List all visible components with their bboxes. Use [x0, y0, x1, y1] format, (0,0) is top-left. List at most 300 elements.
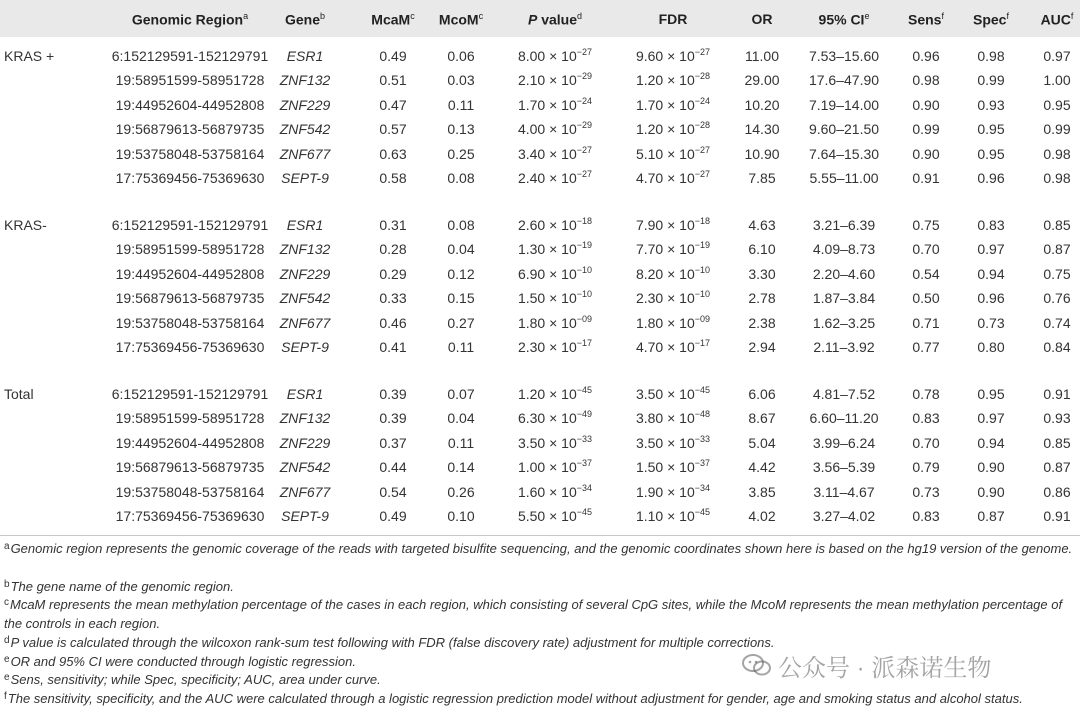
fdr-cell-mantissa: 9.60 — [635, 48, 668, 64]
footnote-text: McaM represents the mean methylation percentage of the cases in each region, which consisting of several CpG sites, while the McoM represents the mean methylation percentage of the controls in each region. — [4, 597, 1063, 631]
or-cell: 2.38 — [748, 315, 776, 331]
mcom-cell: 0.06 — [447, 48, 475, 64]
column-header-footnote-mark: b — [320, 11, 326, 21]
auc-cell: 0.91 — [1043, 386, 1071, 402]
mcom-cell: 0.08 — [447, 217, 475, 233]
p-value-cell-times: × 10 — [549, 315, 577, 331]
ci-cell: 3.11–4.67 — [813, 484, 875, 500]
sens-cell: 0.54 — [912, 266, 940, 282]
p-value-cell — [518, 410, 592, 428]
p-value-cell-exponent: −45 — [576, 385, 593, 395]
gene-cell: ZNF542 — [279, 459, 331, 475]
footnote-text: The gene name of the genomic region. — [10, 579, 234, 594]
column-header-footnote-mark: a — [243, 11, 249, 21]
mcom-cell: 0.13 — [447, 121, 475, 137]
footnote-text: The sensitivity, specificity, and the AUC were calculated through a logistic regression prediction model without adjustment for gender, age and smoking status and alcohol status. — [7, 691, 1023, 706]
mcam-cell: 0.49 — [379, 508, 407, 524]
genomic-region-cell: 19:44952604-44952808 — [115, 97, 265, 113]
mcam-cell: 0.28 — [379, 241, 407, 257]
ci-cell: 17.6–47.90 — [808, 72, 880, 88]
ci-cell: 9.60–21.50 — [808, 121, 880, 137]
ci-cell: 4.81–7.52 — [812, 386, 876, 402]
p-value-cell-exponent: −49 — [576, 409, 593, 419]
spec-cell: 0.94 — [977, 266, 1005, 282]
column-header — [908, 11, 944, 28]
fdr-cell-times: × 10 — [667, 484, 695, 500]
gene-cell: ZNF229 — [279, 435, 331, 451]
genomic-region-cell: 19:53758048-53758164 — [115, 484, 265, 500]
footnote — [4, 596, 1076, 632]
fdr-cell-exponent: −28 — [694, 71, 711, 81]
fdr-cell — [636, 290, 710, 308]
or-cell: 4.63 — [748, 217, 776, 233]
footnote-mark: e — [4, 654, 10, 665]
fdr-cell-times: × 10 — [667, 48, 695, 64]
or-cell: 2.78 — [748, 290, 776, 306]
column-header — [819, 11, 870, 28]
auc-cell: 0.93 — [1043, 410, 1071, 426]
spec-cell: 0.95 — [977, 386, 1005, 402]
genomic-region-cell: 19:58951599-58951728 — [115, 241, 265, 257]
gene-cell: ESR1 — [286, 48, 324, 64]
auc-cell: 0.97 — [1043, 48, 1071, 64]
column-header — [973, 11, 1009, 28]
sens-cell: 0.78 — [912, 386, 940, 402]
ci-cell: 3.21–6.39 — [812, 217, 876, 233]
sens-cell: 0.98 — [912, 72, 940, 88]
sens-cell: 0.90 — [912, 146, 940, 162]
ci-cell: 6.60–11.20 — [809, 410, 879, 426]
auc-cell: 0.75 — [1043, 266, 1071, 282]
mcom-cell: 0.14 — [447, 459, 475, 475]
auc-cell: 0.98 — [1043, 146, 1071, 162]
genomic-region-cell: 17:75369456-75369630 — [115, 508, 265, 524]
fdr-cell — [636, 386, 710, 404]
spec-cell: 0.97 — [977, 241, 1005, 257]
fdr-cell-times: × 10 — [667, 97, 695, 113]
column-header — [285, 11, 325, 28]
p-value-cell-times: × 10 — [549, 459, 577, 475]
p-value-cell-times: × 10 — [549, 170, 577, 186]
ci-cell: 5.55–11.00 — [809, 170, 879, 186]
fdr-cell-mantissa: 1.20 — [635, 72, 668, 88]
p-value-cell — [518, 241, 592, 259]
or-cell: 2.94 — [748, 339, 776, 355]
fdr-cell-times: × 10 — [667, 386, 695, 402]
mcam-cell: 0.46 — [379, 315, 407, 331]
footnote — [4, 578, 1076, 597]
mcom-cell: 0.07 — [447, 386, 475, 402]
gene-cell: ESR1 — [286, 386, 324, 402]
footnote-mark: a — [4, 541, 10, 552]
spec-cell: 0.97 — [977, 410, 1005, 426]
spec-cell: 0.73 — [977, 315, 1005, 331]
fdr-cell-times: × 10 — [667, 241, 695, 257]
or-cell: 6.10 — [748, 241, 776, 257]
fdr-cell-exponent: −10 — [694, 265, 711, 275]
fdr-cell — [636, 241, 710, 259]
mcom-cell: 0.11 — [447, 339, 475, 355]
gene-cell: ZNF229 — [279, 97, 331, 113]
column-header-text: McoM — [438, 11, 479, 28]
auc-cell: 0.95 — [1043, 97, 1071, 113]
fdr-cell-times: × 10 — [667, 146, 695, 162]
p-value-cell-times: × 10 — [549, 48, 577, 64]
mcam-cell: 0.29 — [379, 266, 407, 282]
column-header-text: Spec — [973, 11, 1007, 28]
footnote-mark: e — [4, 672, 10, 683]
mcam-cell: 0.39 — [379, 386, 407, 402]
fdr-cell — [636, 459, 710, 477]
footnote-text: Genomic region represents the genomic coverage of the reads with targeted bisulfite sequencing, and the genomic coordinates shown here is based on the hg19 version of the genome. — [10, 541, 1073, 556]
auc-cell: 0.86 — [1043, 484, 1071, 500]
p-value-cell-mantissa: 3.40 — [517, 146, 550, 162]
sens-cell: 0.70 — [912, 435, 940, 451]
p-value-cell — [518, 315, 592, 333]
wechat-icon — [742, 653, 772, 677]
fdr-cell-times: × 10 — [667, 459, 695, 475]
fdr-cell — [636, 315, 710, 333]
fdr-cell-times: × 10 — [667, 508, 695, 524]
fdr-cell-mantissa: 3.80 — [635, 410, 668, 426]
fdr-cell — [636, 72, 710, 90]
footnote-mark: d — [4, 635, 10, 646]
column-header-text: OR — [751, 11, 773, 27]
genomic-region-cell: 19:53758048-53758164 — [115, 315, 265, 331]
auc-cell: 0.76 — [1043, 290, 1071, 306]
genomic-region-cell: 17:75369456-75369630 — [115, 170, 265, 186]
fdr-cell-exponent: −10 — [694, 289, 711, 299]
column-header-footnote-mark: e — [864, 11, 870, 21]
ci-cell: 1.87–3.84 — [812, 290, 876, 306]
fdr-cell — [636, 410, 710, 428]
spec-cell: 0.99 — [977, 72, 1005, 88]
fdr-cell-mantissa: 1.80 — [635, 315, 668, 331]
sens-cell: 0.91 — [912, 170, 940, 186]
column-header-text: Genomic Region — [131, 11, 244, 28]
p-value-cell-exponent: −09 — [576, 314, 593, 324]
or-cell: 3.85 — [748, 484, 776, 500]
p-value-cell-times: × 10 — [549, 241, 577, 257]
fdr-cell — [636, 266, 710, 284]
mcom-cell: 0.04 — [447, 241, 475, 257]
group-label: KRAS + — [4, 48, 55, 64]
ci-cell: 3.56–5.39 — [812, 459, 876, 475]
p-value-cell-mantissa: 5.50 — [517, 508, 550, 524]
fdr-cell-mantissa: 2.30 — [635, 290, 668, 306]
p-value-cell-mantissa: 1.80 — [517, 315, 550, 331]
fdr-cell-times: × 10 — [667, 266, 695, 282]
p-value-cell-mantissa: 3.50 — [517, 435, 550, 451]
p-value-cell-mantissa: 1.30 — [517, 241, 550, 257]
p-value-cell-mantissa: 1.50 — [517, 290, 550, 306]
column-header — [439, 11, 483, 28]
mcom-cell: 0.11 — [447, 97, 475, 113]
p-value-cell-times: × 10 — [549, 121, 577, 137]
fdr-cell — [636, 484, 710, 502]
or-cell: 5.04 — [748, 435, 776, 451]
fdr-cell-mantissa: 3.50 — [635, 435, 668, 451]
or-cell: 4.42 — [748, 459, 776, 475]
genomic-region-cell: 19:56879613-56879735 — [115, 121, 265, 137]
ci-cell: 7.53–15.60 — [808, 48, 880, 64]
p-value-cell-times: × 10 — [549, 217, 577, 233]
ci-cell: 1.62–3.25 — [812, 315, 876, 331]
spec-cell: 0.96 — [977, 170, 1005, 186]
p-value-cell — [518, 508, 592, 526]
p-value-cell-mantissa: 2.40 — [517, 170, 550, 186]
mcam-cell: 0.44 — [379, 459, 407, 475]
ci-cell: 2.20–4.60 — [812, 266, 876, 282]
p-value-cell-mantissa: 8.00 — [517, 48, 550, 64]
p-value-cell-mantissa: 1.20 — [517, 386, 550, 402]
p-value-cell-times: × 10 — [549, 508, 577, 524]
p-value-cell-exponent: −27 — [576, 169, 593, 179]
genomic-region-cell: 6:152129591-152129791 — [111, 48, 269, 64]
p-value-cell-exponent: −34 — [576, 483, 593, 493]
mcam-cell: 0.41 — [379, 339, 407, 355]
gene-cell: ZNF132 — [279, 72, 331, 88]
fdr-cell-times: × 10 — [667, 410, 695, 426]
spec-cell: 0.83 — [977, 217, 1005, 233]
mcam-cell: 0.51 — [379, 72, 407, 88]
column-header-text: Gene — [284, 11, 320, 28]
spec-cell: 0.94 — [977, 435, 1005, 451]
ci-cell: 3.27–4.02 — [812, 508, 876, 524]
p-value-cell-times: × 10 — [549, 146, 577, 162]
p-value-cell — [518, 48, 592, 66]
spec-cell: 0.96 — [977, 290, 1005, 306]
genomic-region-cell: 19:58951599-58951728 — [115, 410, 265, 426]
p-value-cell-exponent: −45 — [576, 507, 593, 517]
sens-cell: 0.70 — [912, 241, 940, 257]
sens-cell: 0.99 — [912, 121, 940, 137]
genomic-region-cell: 19:44952604-44952808 — [115, 435, 265, 451]
mcom-cell: 0.10 — [447, 508, 475, 524]
fdr-cell — [636, 339, 710, 357]
mcom-cell: 0.25 — [447, 146, 475, 162]
fdr-cell-times: × 10 — [667, 315, 695, 331]
mcom-cell: 0.15 — [447, 290, 475, 306]
genomic-region-cell: 6:152129591-152129791 — [111, 217, 269, 233]
fdr-cell-exponent: −28 — [694, 120, 711, 130]
fdr-cell-mantissa: 7.90 — [635, 217, 668, 233]
fdr-cell-mantissa: 3.50 — [635, 386, 668, 402]
column-header-footnote-mark: c — [410, 11, 415, 21]
footnote-text: P value is calculated through the wilcoxon rank-sum test following with FDR (false discovery rate) adjustment for multiple corrections. — [10, 635, 775, 650]
fdr-cell-mantissa: 4.70 — [635, 339, 668, 355]
p-value-cell — [518, 146, 592, 164]
spec-cell: 0.80 — [977, 339, 1005, 355]
mcom-cell: 0.04 — [447, 410, 475, 426]
p-value-cell-times: × 10 — [549, 410, 577, 426]
fdr-cell — [636, 508, 710, 526]
mcam-cell: 0.47 — [379, 97, 407, 113]
fdr-cell-exponent: −18 — [694, 216, 711, 226]
footnote — [4, 690, 1076, 709]
group-label: KRAS- — [4, 217, 47, 233]
fdr-cell-mantissa: 1.20 — [635, 121, 668, 137]
sens-cell: 0.50 — [912, 290, 940, 306]
fdr-cell-exponent: −37 — [694, 458, 711, 468]
fdr-cell-times: × 10 — [667, 217, 695, 233]
mcam-cell: 0.54 — [379, 484, 407, 500]
p-value-cell-times: × 10 — [549, 339, 577, 355]
gene-cell: ZNF677 — [279, 315, 331, 331]
mcam-cell: 0.39 — [379, 410, 407, 426]
fdr-cell-mantissa: 1.10 — [635, 508, 668, 524]
fdr-cell-exponent: −24 — [694, 96, 711, 106]
p-value-cell-mantissa: 6.90 — [517, 266, 550, 282]
fdr-cell-times: × 10 — [667, 170, 695, 186]
column-header — [1041, 11, 1074, 28]
gene-cell: ZNF677 — [279, 146, 331, 162]
auc-cell: 0.85 — [1043, 435, 1071, 451]
mcom-cell: 0.08 — [447, 170, 475, 186]
p-value-cell — [518, 459, 592, 477]
footnote-text: Sens, sensitivity; while Spec, specificity; AUC, area under curve. — [10, 672, 381, 687]
fdr-cell — [636, 170, 710, 188]
gene-cell: SEPT-9 — [281, 170, 329, 186]
mcom-cell: 0.12 — [447, 266, 475, 282]
column-header — [528, 11, 582, 28]
sens-cell: 0.73 — [912, 484, 940, 500]
p-value-cell-exponent: −29 — [576, 71, 593, 81]
p-value-cell-exponent: −37 — [576, 458, 593, 468]
p-value-cell — [518, 121, 592, 139]
or-cell: 10.20 — [744, 97, 780, 113]
mcom-cell: 0.27 — [447, 315, 475, 331]
p-value-cell-exponent: −29 — [576, 120, 593, 130]
column-header-text: AUC — [1040, 11, 1071, 28]
mcam-cell: 0.58 — [379, 170, 407, 186]
fdr-cell-times: × 10 — [667, 339, 695, 355]
fdr-cell-exponent: −19 — [694, 240, 711, 250]
sens-cell: 0.71 — [912, 315, 940, 331]
p-value-cell-times: × 10 — [549, 97, 577, 113]
sens-cell: 0.83 — [912, 410, 940, 426]
gene-cell: ZNF542 — [279, 121, 331, 137]
spec-cell: 0.90 — [977, 484, 1005, 500]
column-header — [132, 11, 248, 28]
group-label: Total — [4, 386, 34, 402]
ci-cell: 4.09–8.73 — [812, 241, 876, 257]
mcam-cell: 0.57 — [379, 121, 407, 137]
mcam-cell: 0.63 — [379, 146, 407, 162]
column-header-footnote-mark: d — [577, 11, 583, 21]
genomic-region-cell: 19:58951599-58951728 — [115, 72, 265, 88]
p-value-cell — [518, 435, 592, 453]
footnote — [4, 540, 1076, 559]
p-value-cell-exponent: −19 — [576, 240, 593, 250]
column-header-italic: P — [527, 11, 538, 28]
fdr-cell — [636, 217, 710, 235]
gene-cell: SEPT-9 — [281, 339, 329, 355]
p-value-cell-exponent: −27 — [576, 47, 593, 57]
fdr-cell — [636, 48, 710, 66]
gene-cell: ZNF677 — [279, 484, 331, 500]
fdr-cell-exponent: −45 — [694, 385, 711, 395]
column-header-footnote-mark: f — [941, 11, 944, 21]
fdr-cell-exponent: −27 — [694, 169, 711, 179]
p-value-cell-mantissa: 6.30 — [517, 410, 550, 426]
spec-cell: 0.90 — [977, 459, 1005, 475]
column-header-footnote-mark: c — [478, 11, 484, 21]
gene-cell: ZNF132 — [279, 410, 331, 426]
mcam-cell: 0.37 — [379, 435, 407, 451]
ci-cell: 7.19–14.00 — [808, 97, 880, 113]
fdr-cell-mantissa: 1.90 — [635, 484, 668, 500]
column-header-footnote-mark: f — [1006, 11, 1009, 21]
column-header-text: Sens — [908, 11, 942, 28]
fdr-cell-mantissa: 1.70 — [635, 97, 668, 113]
spec-cell: 0.95 — [977, 146, 1005, 162]
mcam-cell: 0.31 — [379, 217, 407, 233]
sens-cell: 0.79 — [912, 459, 940, 475]
column-header-text: value — [537, 11, 578, 28]
fdr-cell-exponent: −27 — [694, 145, 711, 155]
or-cell: 6.06 — [748, 386, 776, 402]
sens-cell: 0.77 — [912, 339, 940, 355]
fdr-cell-exponent: −45 — [694, 507, 711, 517]
p-value-cell — [518, 266, 592, 284]
fdr-cell-times: × 10 — [667, 290, 695, 306]
spec-cell: 0.93 — [977, 97, 1005, 113]
column-header-footnote-mark: f — [1070, 11, 1074, 21]
ci-cell: 7.64–15.30 — [808, 146, 880, 162]
sens-cell: 0.90 — [912, 97, 940, 113]
p-value-cell-times: × 10 — [549, 484, 577, 500]
column-header — [752, 11, 773, 27]
footnote-mark: b — [4, 579, 10, 590]
fdr-cell-exponent: −34 — [694, 483, 711, 493]
watermark — [742, 650, 991, 680]
or-cell: 29.00 — [744, 72, 780, 88]
p-value-cell-exponent: −27 — [576, 145, 593, 155]
column-header-text: McaM — [371, 11, 411, 28]
spec-cell: 0.95 — [977, 121, 1005, 137]
genomic-region-cell: 19:53758048-53758164 — [115, 146, 265, 162]
or-cell: 11.00 — [745, 48, 779, 64]
mcam-cell: 0.33 — [379, 290, 407, 306]
auc-cell: 0.99 — [1043, 121, 1071, 137]
fdr-cell-exponent: −48 — [694, 409, 711, 419]
fdr-cell — [636, 121, 710, 139]
p-value-cell-exponent: −18 — [576, 216, 593, 226]
or-cell: 7.85 — [748, 170, 776, 186]
fdr-cell — [636, 146, 710, 164]
column-header-text: FDR — [658, 11, 688, 27]
p-value-cell-exponent: −17 — [576, 338, 593, 348]
gene-cell: SEPT-9 — [281, 508, 329, 524]
gene-cell: ZNF542 — [279, 290, 331, 306]
auc-cell: 1.00 — [1043, 72, 1071, 88]
p-value-cell-mantissa: 2.10 — [517, 72, 550, 88]
ci-cell: 3.99–6.24 — [812, 435, 876, 451]
footnote-mark: c — [4, 597, 9, 608]
p-value-cell — [518, 72, 592, 90]
auc-cell: 0.91 — [1043, 508, 1071, 524]
fdr-cell-exponent: −33 — [694, 434, 711, 444]
sens-cell: 0.75 — [912, 217, 940, 233]
fdr-cell — [636, 435, 710, 453]
footnote-text: OR and 95% CI were conducted through logistic regression. — [10, 654, 356, 669]
fdr-cell-exponent: −09 — [694, 314, 711, 324]
p-value-cell-exponent: −33 — [576, 434, 593, 444]
fdr-cell-exponent: −17 — [694, 338, 711, 348]
ci-cell: 2.11–3.92 — [813, 339, 875, 355]
mcom-cell: 0.11 — [447, 435, 475, 451]
